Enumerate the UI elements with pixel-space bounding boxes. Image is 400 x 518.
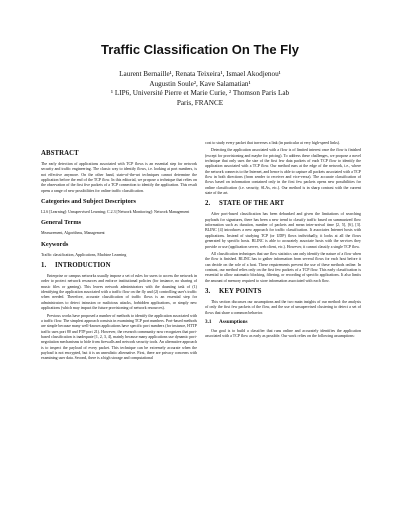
state-of-the-art-heading bbox=[205, 200, 361, 208]
author-names-line-1: Laurent Bernaille¹, Renata Teixeira¹, Ismael Akodjenou¹ bbox=[119, 70, 281, 78]
section-title: KEY POINTS bbox=[219, 287, 262, 295]
key-points-paragraph: This section discusses our assumptions and the two main insights of our method: the analysis of only the first few packets of the flow, and the use of unsupervised clustering to detect a set of flows that share a common behavior. bbox=[205, 298, 361, 315]
section-number: 3. bbox=[205, 287, 211, 295]
assumptions-paragraph: Our goal is to build a classifier that runs online and accurately identifies the application associated with a TCP flow as early as possible. Our work relies on the following assumptions: bbox=[205, 327, 361, 339]
abstract-heading: ABSTRACT bbox=[41, 150, 79, 157]
abstract-text: The early detection of applications associated with TCP flows is an essential step for network security and traffic engineering. The classic way to identify flows, i.e. looking at port numbers, is not effective anymore. On the other hand, state-of-the-art techniques cannot determine the application before the end of the TCP flow. In this editorial, we propose a technique that relies on the observation of the first five packets of a TCP connection to identify the application. This result opens a range of new possibilities for online traffic classification. bbox=[41, 161, 197, 193]
key-points-heading bbox=[205, 288, 361, 296]
sota-paragraph-2: All classification techniques that use flow statistics can only identify the nature of a flow when the flow is finished. BLINC has to gather information from several flows for each host before it can decide on the role of a host. These requirements prevent the use of these methods online. In contrast, our method relies only on the first few packets of a TCP flow. This early classification is essential to allow automatic blocking, filtering, or recording of specific applications. It also limits the amount of memory required to store information associated with each flow. bbox=[205, 250, 361, 283]
keywords-text: Traffic classification, Applications, Machine Learning bbox=[41, 251, 127, 257]
subsection-number: 3.1 bbox=[205, 318, 212, 325]
affiliations-line-2: Paris, FRANCE bbox=[176, 98, 224, 107]
intro-paragraph-2: Previous works have proposed a number of methods to identify the application associated with a traffic flow. The simplest approach consists in examining TCP port numbers. Port-based methods are simple because many well-known applications have specific port numbers (for instance, HTTP traffic uses port 80 and FTP port 21). However, the research community now recognizes that port-based classification is inadequate [1, 2, 3, 4], mainly because many applications use dynamic port-negotiation mechanisms to hide from firewalls and network security tools. An alternative approach is to inspect the payload of every packet. This technique can be extremely accurate when the payload is not encrypted, but it is an unrealistic alternative. First, there are privacy concerns with examining user data. Second, there is a high storage and computational bbox=[41, 312, 197, 361]
keywords-heading: Keywords bbox=[41, 240, 69, 248]
paper-title: Traffic Classification On The Fly bbox=[101, 42, 299, 57]
detection-paragraph: Detecting the application associated with a flow is of limited interest once the flow is finished (except for provisioning and maybe for pricing). To address these challenges, we propose a novel technique that only uses the size of the first few data packets of each TCP flow to identify the application associated with a TCP flow. Our method runs at the edge of the network, i.e., where the network connects to the Internet, and hence is able to capture all packets associated with a TCP flow in both directions (from sender to receiver and vice-versa). The accurate classification of flows based on information contained only in the first few packets opens new possibilities for online classification (i.e. security, SLAs, etc.). Our method is in sharp contrast with the current state of the art. bbox=[205, 147, 361, 196]
categories-text: I.2.6 [Learning]: Unsupervised Learning; C.2.3 [Network Monitoring]: Network Management bbox=[41, 209, 190, 215]
section-title: STATE OF THE ART bbox=[219, 200, 285, 208]
general-terms-text: Measurement, Algorithms, Management bbox=[41, 230, 105, 236]
author-block bbox=[0, 70, 400, 108]
subsection-title: Assumptions bbox=[219, 318, 248, 325]
categories-heading: Categories and Subject Descriptors bbox=[41, 198, 136, 206]
affiliations-line-1: ¹ LIP6, Université Pierre et Marie Curie, ² Thomson Paris Lab bbox=[110, 89, 290, 97]
introduction-heading bbox=[41, 262, 197, 270]
left-column bbox=[41, 150, 197, 363]
assumptions-heading bbox=[205, 319, 361, 326]
section-number: 1. bbox=[41, 262, 47, 270]
right-column bbox=[205, 140, 361, 341]
intro-paragraph-1: Enterprise or campus networks usually impose a set of rules for users to access the network in order to protect network resources and enforce institutional policies (for instance, no sharing of music files or gaming). This leaves network administrators with the daunting task of (1) identifying the application associated with a traffic flow on the fly and (2) controlling user's traffic when needed. Therefore, accurate classification of traffic flows is an essential step for administrators to detect intrusion or malicious attacks, forbidden applications, or simply new applications (which may impact the future provisioning of network resources). bbox=[41, 273, 197, 311]
general-terms-heading: General Terms bbox=[41, 219, 82, 227]
sota-paragraph-1: After port-based classification has been debunked and given the limitations of searching payloads for signatures, there has been a new trend to classify traffic based on summarized flow information such as duration, number of packets and mean inter-arrival time [2, 5], [6], [3]. BLINC [4] introduces a new approach for traffic classification. It associates Internet hosts with applications. Instead of studying TCP (or UDP) flows individually, it looks at all the flows generated by specific hosts. BLINC is able to accurately associate hosts with the services they provide or use (application server, web client, etc.). However, it cannot classify a single TCP flow. bbox=[205, 211, 361, 249]
intro-continued-paragraph: cost to study every packet that traverses a link (in particular at very high-speed links). bbox=[205, 140, 341, 145]
author-names-line-2: Augustin Soule², Kave Salamatian¹ bbox=[149, 79, 251, 88]
section-number: 2. bbox=[205, 200, 211, 208]
section-title: INTRODUCTION bbox=[55, 262, 111, 270]
